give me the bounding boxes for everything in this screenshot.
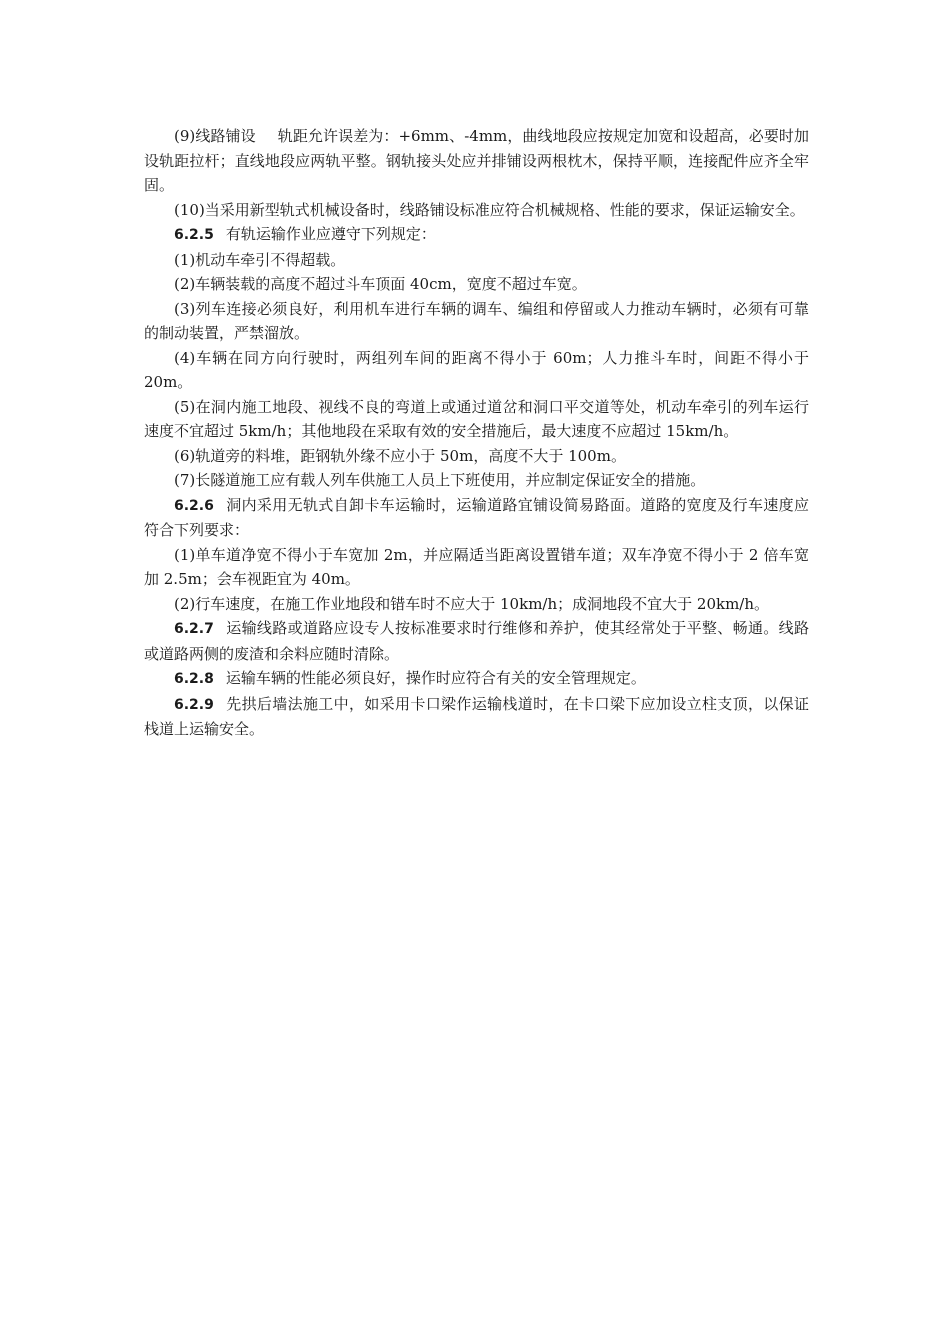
clause-text: 先拱后墙法施工中，如采用卡口梁作运输栈道时，在卡口梁下应加设立柱支顶，以保证栈道上运输安全。 [144,694,809,738]
clause-text: 运输车辆的性能必须良好，操作时应符合有关的安全管理规定。 [225,669,646,687]
item-text: (1)单车道净宽不得小于车宽加 2m，并应隔适当距离设置错车道；双车净宽不得小于 2 倍车宽加 2.5m；会车视距宜为 40m。 [144,545,809,588]
clause-6-2-6 [144,493,809,543]
list-item [144,297,809,346]
item-text: (3)列车连接必须良好，利用机车进行车辆的调车、编组和停留或人力推动车辆时，必须有可靠的制动装置，严禁溜放。 [144,299,809,342]
item-text: (2)行车速度，在施工作业地段和错车时不应大于 10km/h；成洞地段不宜大于 20km/h。 [174,594,770,613]
item-text: (4)车辆在同方向行驶时，两组列车间的距离不得小于 60m；人力推斗车时，间距不得小于 20m。 [144,348,809,391]
item-text: (2)车辆装载的高度不超过斗车顶面 40cm，宽度不超过车宽。 [174,275,587,293]
clause-number: 6.2.8 [174,671,214,687]
list-item [144,248,809,273]
document-body [144,124,809,742]
list-item [144,346,809,395]
item-text: (1)机动车牵引不得超载。 [174,250,346,269]
clause-6-2-9 [144,692,809,742]
clause-number: 6.2.9 [174,696,214,713]
clause-number: 6.2.5 [174,227,214,243]
item-text: (6)轨道旁的料堆，距钢轨外缘不应小于 50m，高度不大于 100m。 [174,446,626,465]
item-9-track-laying [144,124,809,198]
item-10-new-equipment [144,198,809,223]
clause-6-2-5 [144,222,809,248]
list-item [144,468,809,493]
clause-6-2-7 [144,616,809,666]
item-text: 轨距允许误差为：+6mm、-4mm，曲线地段应按规定加宽和设超高，必要时加设轨距拉杆；直线地段应两轨平整。钢轨接头处应并排铺设两根枕木，保持平顺，连接配件应齐全牢固。 [144,127,809,194]
list-item [144,543,809,592]
item-text: (5)在洞内施工地段、视线不良的弯道上或通过道岔和洞口平交道等处，机动车牵引的列车运行速度不宜超过 5km/h；其他地段在采取有效的安全措施后，最大速度不应超过 15km/h。 [144,397,809,440]
clause-number: 6.2.6 [174,497,214,514]
clause-text: 洞内采用无轨式自卸卡车运输时，运输道路宜铺设简易路面。道路的宽度及行车速度应符合下列要求： [144,495,809,539]
item-text: (10)当采用新型轨式机械设备时，线路铺设标准应符合机械规格、性能的要求，保证运输安全。 [174,200,805,219]
item-label: (9)线路铺设 [174,127,256,145]
clause-text: 有轨运输作业应遵守下列规定： [225,225,436,243]
list-item [144,444,809,469]
list-item [144,272,809,297]
list-item [144,592,809,617]
clause-number: 6.2.7 [174,621,214,637]
clause-text: 运输线路或道路应设专人按标准要求时行维修和养护，使其经常处于平整、畅通。线路或道路两侧的废渣和余料应随时清除。 [144,619,809,663]
list-item [144,395,809,444]
clause-6-2-8 [144,666,809,692]
item-text: (7)长隧道施工应有载人列车供施工人员上下班使用，并应制定保证安全的措施。 [174,471,706,489]
